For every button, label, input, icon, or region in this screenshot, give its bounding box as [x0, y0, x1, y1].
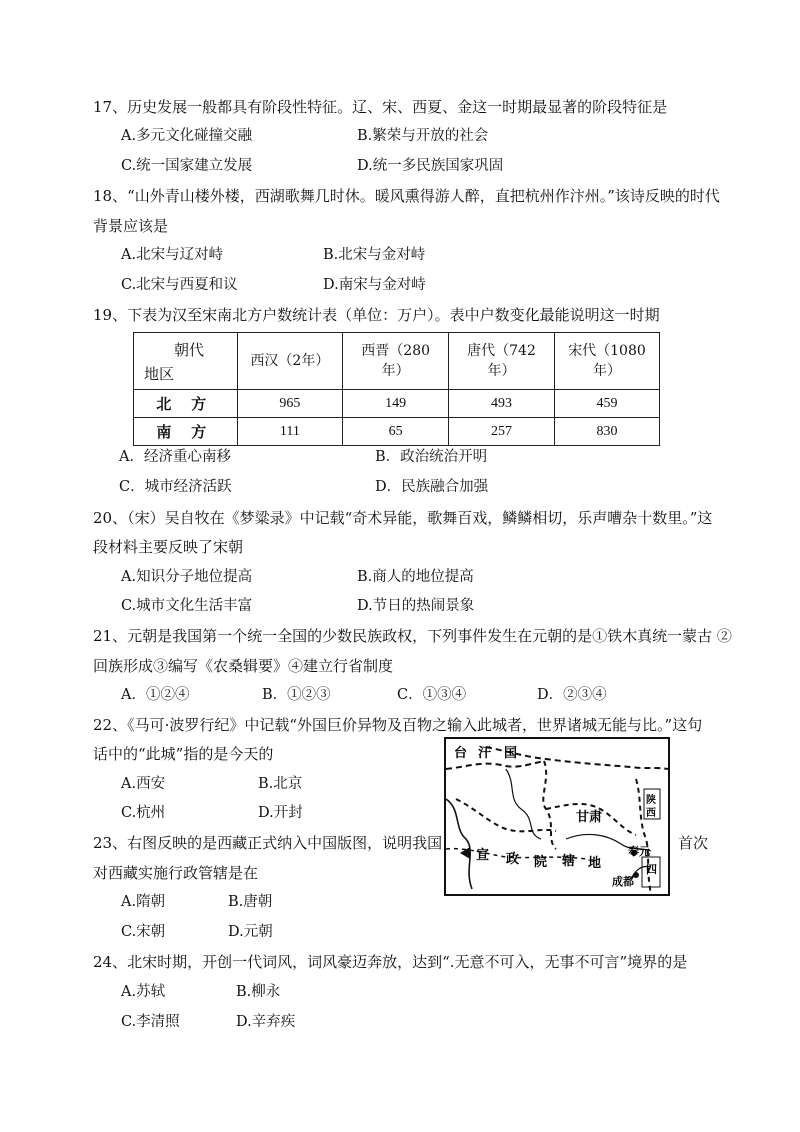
q18-option-d: D.南宋与金对峙 [323, 277, 426, 293]
q24-option-d: D.辛弃疾 [236, 1014, 296, 1030]
map-label-gansu: 甘肃 [576, 810, 603, 825]
yuan-tibet-map [444, 737, 670, 896]
table-row [134, 390, 660, 418]
q24-option-b: B.柳永 [236, 984, 281, 1000]
map-label-tai: 台 [454, 746, 468, 761]
q22-option-d: D.开封 [258, 805, 303, 821]
table-cell: 459 [554, 390, 659, 418]
q19-option-d: D．民族融合加强 [375, 479, 489, 495]
corner-dynasty-label: 朝代 [174, 341, 205, 359]
q22-option-c: C.杭州 [121, 805, 166, 821]
q24-option-a: A.苏轼 [121, 984, 166, 1000]
q21-option-c: C．①③④ [397, 687, 467, 703]
q23-option-a: A.隋朝 [121, 894, 166, 910]
q17-stem: 17、历史发展一般都具有阶段性特征。辽、宋、西夏、金这一时期最显著的阶段特征是 [93, 98, 668, 116]
q21-stem-line2: 回族形成③编写《农桑辑要》④建立行省制度 [93, 657, 394, 675]
q22-stem-line1: 22、《马可·波罗行纪》中记载“外国巨价异物及百物之输入此城者，世界诸城无能与比。”这句 [93, 716, 703, 734]
q18-stem-line2: 背景应该是 [93, 217, 169, 235]
table-cell: 149 [343, 390, 449, 418]
q20-option-c: C.城市文化生活丰富 [121, 598, 253, 614]
q21-stem-line1: 21、元朝是我国第一个统一全国的少数民族政权，下列事件发生在元朝的是①铁木真统一蒙古 ② [93, 627, 732, 645]
map-label-yuan: 院 [534, 855, 548, 870]
corner-region-label: 地区 [144, 365, 175, 383]
table-cell: 965 [237, 390, 343, 418]
map-label-xi: 西 [646, 808, 656, 819]
map-label-han: 汗 [478, 746, 492, 761]
header-xijin: 西晋（280 年） [343, 333, 449, 390]
q22-option-a: A.西安 [121, 776, 166, 792]
q23-option-b: B.唐朝 [228, 894, 273, 910]
table-cell: 65 [343, 418, 449, 446]
row-label-south: 南 方 [134, 418, 238, 446]
map-label-guo: 国 [504, 746, 518, 761]
q24-stem: 24、北宋时期，开创一代词风，词风豪迈奔放，达到“.无意不可入，无事不可言”境界的是 [93, 953, 688, 971]
map-label-fengyuan: 奉元 [628, 845, 650, 858]
header-tang: 唐代（742 年） [449, 333, 555, 390]
header-xihan: 西汉（2年） [237, 333, 343, 390]
map-label-di: 地 [588, 856, 602, 871]
q18-option-b: B.北宋与金对峙 [323, 247, 426, 263]
map-drawing [446, 739, 668, 894]
q20-option-a: A.知识分子地位提高 [121, 569, 253, 585]
household-table [133, 332, 660, 446]
header-song: 宋代（1080 年） [554, 333, 659, 390]
q19-option-a: A．经济重心南移 [119, 449, 231, 465]
map-label-zheng: 政 [506, 852, 520, 867]
map-label-xuan: 宣 [476, 848, 490, 863]
q18-stem-line1: 18、“山外青山楼外楼，西湖歌舞几时休。暖风熏得游人醉，直把杭州作汴州。”该诗反映的时代 [93, 187, 720, 205]
q17-option-b: B.繁荣与开放的社会 [357, 128, 489, 144]
table-corner-cell [134, 333, 238, 390]
map-label-chengdu: 成都 [612, 875, 634, 888]
q22-option-b: B.北京 [258, 776, 303, 792]
q20-stem-line2: 段材料主要反映了宋朝 [93, 538, 244, 556]
table-cell: 830 [554, 418, 659, 446]
q23-option-d: D.元朝 [228, 924, 273, 940]
q17-option-a: A.多元文化碰撞交融 [121, 128, 253, 144]
q21-option-b: B．①②③ [262, 687, 331, 703]
q19-option-c: C．城市经济活跃 [119, 479, 232, 495]
q23-stem-line1: 23、右图反映的是西藏正式纳入中国版图，说明我国 [93, 834, 443, 852]
table-cell: 493 [449, 390, 555, 418]
table-cell: 257 [449, 418, 555, 446]
q21-option-a: A．①②④ [121, 687, 190, 703]
q17-option-c: C.统一国家建立发展 [121, 158, 253, 174]
row-label-north: 北 方 [134, 390, 238, 418]
map-label-si: 四 [646, 863, 657, 876]
q17-option-d: D.统一多民族国家巩固 [357, 158, 504, 174]
q23-stem-line2: 对西藏实施行政管辖是在 [93, 864, 259, 882]
q19-option-b: B．政治统治开明 [375, 449, 488, 465]
q20-option-d: D.节日的热闹景象 [357, 598, 475, 614]
q24-option-c: C.李清照 [121, 1014, 180, 1030]
table-cell: 111 [237, 418, 343, 446]
q18-option-a: A.北宋与辽对峙 [121, 247, 224, 263]
q23-option-c: C.宋朝 [121, 924, 166, 940]
q18-option-c: C.北宋与西夏和议 [121, 277, 238, 293]
q20-option-b: B.商人的地位提高 [357, 569, 474, 585]
q23-stem-line1-end: 首次 [678, 834, 709, 852]
q19-stem: 19、下表为汉至宋南北方户数统计表（单位：万户）。表中户数变化最能说明这一时期 [93, 306, 660, 324]
q20-stem-line1: 20、（宋）吴自牧在《梦粱录》中记载“奇术异能，歌舞百戏，鳞鳞相切，乐声嘈杂十数里。”这 [93, 509, 713, 527]
map-label-xia: 辖 [562, 854, 576, 869]
q22-stem-line2: 话中的“此城”指的是今天的 [93, 745, 274, 763]
map-label-shaan: 陕 [646, 795, 656, 806]
table-row [134, 418, 660, 446]
q21-option-d: D．②③④ [537, 687, 607, 703]
